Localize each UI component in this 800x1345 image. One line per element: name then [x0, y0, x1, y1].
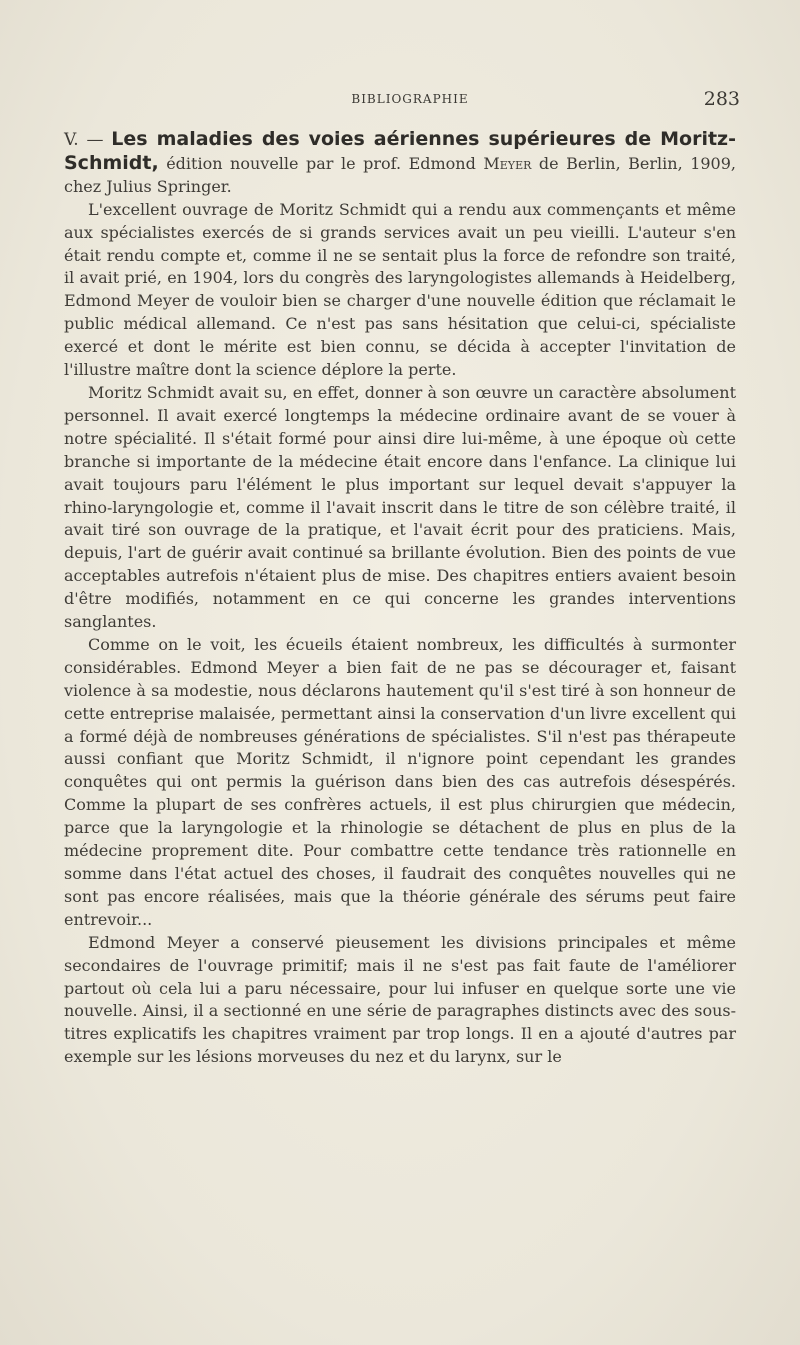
paragraph-1: L'excellent ouvrage de Moritz Schmidt qui a rendu aux commençants et même aux spécialistes exercés de si grands services avait un peu vieilli. L'auteur s'en était rendu compte et, comme il ne se sentait plus la force de refondre son traité, il avait prié, en 1904, lors du congrès des laryngologistes allemands à Heidelberg, Edmond Meyer de vouloir bien se charger d'une nouvelle édition que réclamait le public médical allemand. Ce n'est pas sans hésitation que celui-ci, spécialiste exercé et dont le mérite est bien connu, se décida à accepter l'invitation de l'illustre maître dont la science déplore la perte. [64, 199, 736, 380]
running-head [60, 88, 740, 112]
running-title: BIBLIOGRAPHIE [351, 92, 469, 106]
bibliography-entry-heading [64, 128, 736, 199]
entry-number: V. — [64, 130, 112, 150]
paragraph-3: Comme on le voit, les écueils étaient nombreux, les difficultés à surmonter considérables. Edmond Meyer a bien fait de ne pas se décourager et, faisant violence à sa modestie, nous déclarons hautement qu'il s'est tiré à son honneur de cette entreprise malaisée, permettant ainsi la conservation d'un livre excellent qui a formé déjà de nombreuses générations de spécialistes. S'il n'est pas thérapeute aussi confiant que Moritz Schmidt, il n'ignore point cependant les grandes conquêtes qui ont permis la guérison dans bien des cas autrefois désespérés. Comme la plupart de ses confrères actuels, il est plus chirurgien que médecin, parce que la laryngologie et la rhinologie se détachent de plus en plus de la médecine proprement dite. Pour combattre cette tendance très rationnelle en somme dans l'état actuel des choses, il faudrait des conquêtes nouvelles qui ne sont pas encore réalisées, mais que la théorie générale des sérums peut faire entrevoir... [64, 634, 736, 929]
entry-publisher: de Berlin, Berlin, 1909, chez Julius Springer. [64, 153, 737, 196]
entry-edition: édition nouvelle par le prof. Edmond [158, 153, 484, 173]
entry-editor-surname: Meyer [483, 153, 532, 173]
body-text [64, 128, 736, 1069]
page-number: 283 [703, 88, 740, 110]
paragraph-4: Edmond Meyer a conservé pieusement les divisions principales et même secondaires de l'ouvrage primitif; mais il ne s'est pas fait faute de l'améliorer partout où cela lui a paru nécessaire, pour lui infuser en quelque sorte une vie nouvelle. Ainsi, il a sectionné en une série de paragraphes distincts avec des sous-titres explicatifs les chapitres vraiment par trop longs. Il en a ajouté d'autres par exemple sur les lésions morveuses du nez et du larynx, sur le [64, 932, 736, 1067]
entry-title: Les maladies des voies aériennes supérieures de Moritz-Schmidt, [64, 128, 736, 174]
paragraph-2: Moritz Schmidt avait su, en effet, donner à son œuvre un caractère absolument personnel. Il avait exercé longtemps la médecine ordinaire avant de se vouer à notre spécialité. Il s'était formé pour ainsi dire lui-même, à une époque où cette branche si importante de la médecine était encore dans l'enfance. La clinique lui avait toujours paru l'élément le plus important sur lequel devait s'appuyer la rhino-laryngologie et, comme il l'avait inscrit dans le titre de son célèbre traité, il avait tiré son ouvrage de la pratique, et l'avait écrit pour des praticiens. Mais, depuis, l'art de guérir avait continué sa brillante évolution. Bien des points de vue acceptables autrefois n'étaient plus de mise. Des chapitres entiers avaient besoin d'être modifiés, notamment en ce qui concerne les grandes interventions sanglantes. [64, 382, 736, 632]
